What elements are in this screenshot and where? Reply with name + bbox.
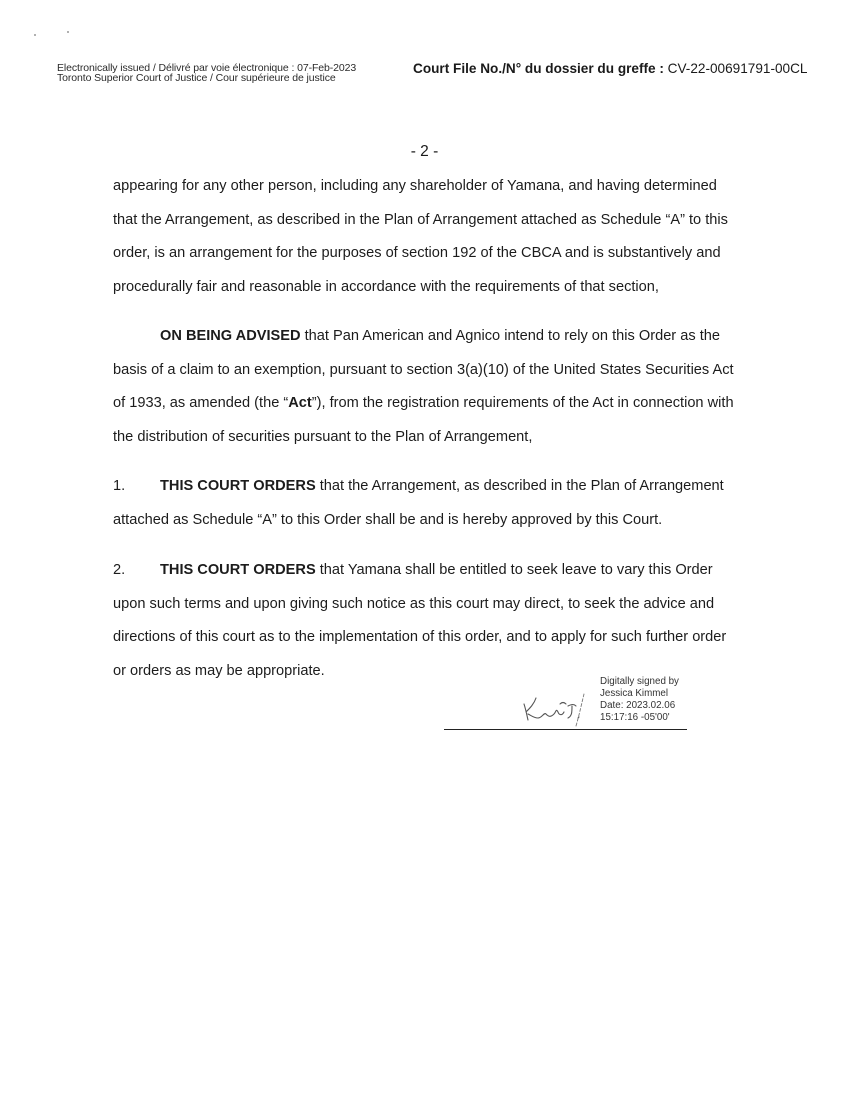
court-orders-heading: THIS COURT ORDERS bbox=[160, 562, 316, 578]
signer-name: Jessica Kimmel bbox=[600, 688, 669, 699]
order-paragraph-1 bbox=[113, 470, 738, 537]
court-file-number bbox=[413, 61, 808, 76]
digital-signature-block bbox=[518, 676, 688, 736]
signature-date: Date: 2023.02.06 bbox=[600, 700, 676, 711]
page-number: - 2 - bbox=[410, 143, 439, 160]
signature-line: Digitally signed by bbox=[600, 676, 679, 687]
signature-time: 15:17:16 -05'00' bbox=[600, 712, 670, 723]
paragraph-text: ”), from the registration requirements of the Act in connection with the distribution of securities pursuant to the Plan of Arrangement, bbox=[113, 395, 734, 445]
paragraph-text: that Pan American and Agnico intend to rely on this Order as the basis of a claim to an exemption, pursuant to section 3(a)(10) of the United States Securities Act of 1933, as amended (the “ bbox=[113, 328, 734, 411]
stamp-court-line: Toronto Superior Court of Justice / Cour supérieure de justice bbox=[57, 72, 336, 84]
court-orders-heading: THIS COURT ORDERS bbox=[160, 478, 316, 494]
defined-term-act: Act bbox=[288, 395, 312, 411]
paragraph-number: 1. bbox=[113, 478, 126, 494]
court-file-value: CV-22-00691791-00CL bbox=[667, 61, 808, 76]
signature-underline bbox=[444, 729, 687, 730]
paragraph-text: that Yamana shall be entitled to seek leave to vary this Order upon such terms and upon giving such notice as this court may direct, to seek the advice and directions of this court as to the implementation of this order, and to apply for such further order or orders as may be appropriate. bbox=[113, 562, 727, 679]
stamp-issued-line: Electronically issued / Délivré par voie électronique : 07-Feb-2023 bbox=[57, 62, 357, 74]
handwritten-signature bbox=[518, 682, 598, 730]
on-being-advised-heading: ON BEING ADVISED bbox=[160, 328, 301, 344]
order-paragraph-2 bbox=[113, 554, 738, 688]
scan-speck bbox=[34, 34, 36, 36]
scan-speck bbox=[67, 31, 69, 33]
paragraph-number: 2. bbox=[113, 562, 126, 578]
paragraph-on-being-advised bbox=[113, 320, 738, 454]
digital-signature-text bbox=[600, 676, 679, 724]
paragraph-recital-text: appearing for any other person, including any shareholder of Yamana, and having determined that the Arrangement, as described in the Plan of Arrangement attached as Schedule “A” to this order, is an arrangement for the purposes of section 192 of the CBCA and is substantively and procedurally fair and reasonable in accordance with the requirements of that section, bbox=[113, 178, 728, 295]
paragraph-recital bbox=[113, 170, 738, 304]
court-file-label: Court File No./N° du dossier du greffe : bbox=[413, 61, 664, 76]
paragraph-text: that the Arrangement, as described in the Plan of Arrangement attached as Schedule “A” to this Order shall be and is hereby approved by this Court. bbox=[113, 478, 724, 528]
electronic-issue-stamp bbox=[57, 63, 356, 83]
